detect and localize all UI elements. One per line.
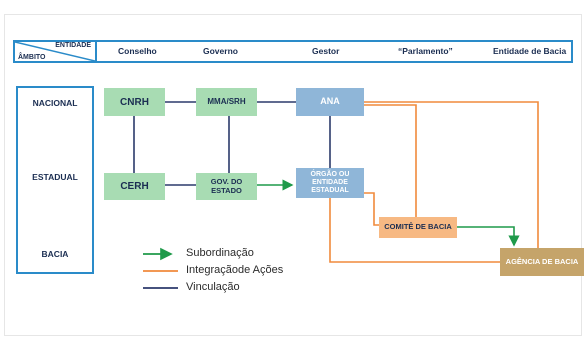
legend-label-integracao: Integraçãode Ações bbox=[186, 264, 284, 276]
level-nacional: NACIONAL bbox=[32, 98, 78, 108]
node-mma-srh: MMA/SRH bbox=[196, 88, 257, 116]
corner-label-entidade: ENTIDADE bbox=[55, 42, 91, 49]
link-orgao-comite bbox=[364, 193, 379, 225]
node-cnrh: CNRH bbox=[104, 88, 165, 116]
node-comite-bacia: COMITÊ DE BACIA bbox=[379, 217, 457, 238]
level-bacia: BACIA bbox=[41, 249, 69, 259]
corner-label-ambito: ÂMBITO bbox=[18, 54, 46, 61]
column-gestor: Gestor bbox=[312, 46, 340, 56]
node-orgao-estadual: ÓRGÃO OU ENTIDADE ESTADUAL bbox=[296, 168, 364, 198]
node-agencia-bacia: AGÊNCIA DE BACIA bbox=[500, 248, 584, 276]
link-ana-comite bbox=[364, 105, 416, 217]
node-cerh: CERH bbox=[104, 173, 165, 200]
legend-label-vinculacao: Vinculação bbox=[186, 281, 240, 293]
column-parlamento: “Parlamento” bbox=[398, 46, 453, 56]
node-gov-estado: GOV. DO ESTADO bbox=[196, 173, 257, 200]
legend-label-subordinacao: Subordinação bbox=[186, 247, 254, 259]
column-governo: Governo bbox=[203, 46, 238, 56]
arrow-comite-agencia bbox=[457, 227, 514, 245]
level-estadual: ESTADUAL bbox=[32, 172, 78, 182]
column-conselho: Conselho bbox=[118, 46, 157, 56]
node-ana: ANA bbox=[296, 88, 364, 116]
column-entidade-de-bacia: Entidade de Bacia bbox=[493, 46, 567, 56]
